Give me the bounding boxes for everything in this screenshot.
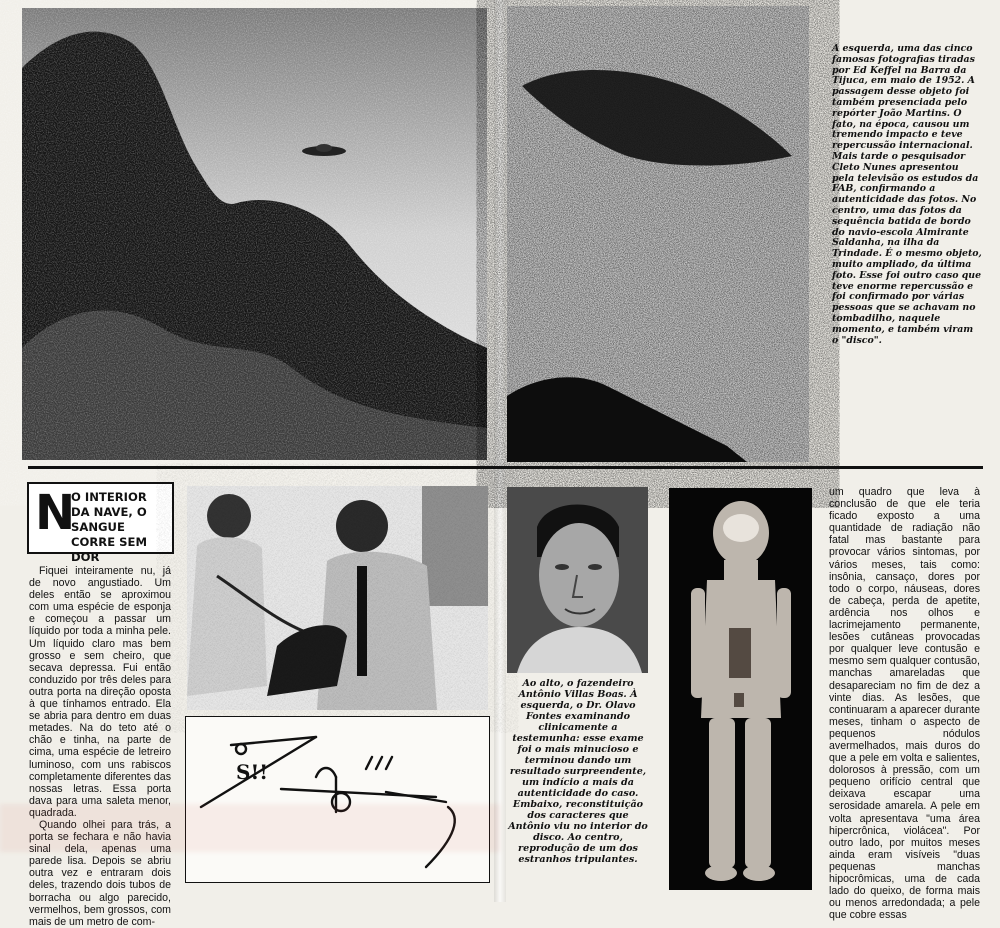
article-paragraph: Fiquei inteiramente nu, já de novo angustiado. Um deles então se aproximou com uma espécie de esponja e começou a passar um líquido por toda a minha pele. Um líquido claro mas bem grosso e sem cheiro, que secava depressa. Fui então conduzido por três deles para outra porta na direção oposta à que tínhamos entrado. Ela se abria para dentro em duas metades. Na do teto até o chão e tinha, na parte de cima, uma espécie de letreiro luminoso, com uns rabiscos completamente diferentes das nossas letras. Essa porta dava para uma saleta menor, quadrada.	[29, 565, 171, 819]
alien-symbols-drawing	[186, 717, 489, 882]
mountain-photo-image	[22, 8, 487, 460]
photo-ufo-over-mountain	[22, 8, 487, 460]
middle-photo-caption: Ao alto, o fazendeiro Antônio Villas Boas. À esquerda, o Dr. Olavo Fontes examinando clinicamente a testemunha: esse exame foi o mais minucioso e terminou dando um resultado surpreendente, um indício a mais da autenticidade do caso. Embaixo, reconstituição dos caracteres que Antônio viu no interior do disco. Ao centro, reprodução de um dos estranhos tripulantes.	[508, 678, 648, 865]
symbol-label: S!!	[236, 760, 269, 784]
article-paragraph: Quando olhei para trás, a porta se fechara e não havia sinal dela, apenas uma parede lisa. Depois se abriu outra vez e entraram dois deles, trazendo dois tubos de borracha ou algo parecido, vermelhos, bem grossos, com mais de um metro de com-	[29, 818, 171, 928]
disc-photo-image	[507, 6, 809, 462]
photo-disc-closeup	[507, 6, 809, 462]
article-headline-box	[27, 482, 174, 564]
photo-alien-crew-figure	[669, 488, 812, 890]
alien-symbols-box	[185, 716, 490, 883]
article-left-column	[29, 565, 171, 928]
photo-portrait-farmer	[507, 487, 648, 673]
photo-medical-exam	[187, 486, 488, 710]
portrait-photo-image	[507, 487, 648, 673]
article-right-column	[829, 486, 980, 922]
alien-figure-image	[669, 488, 812, 890]
headline-text: O INTERIOR DA NAVE, O SANGUE CORRE SEM DOR	[71, 490, 147, 564]
page-gutter	[494, 0, 506, 902]
top-photo-caption: A esquerda, uma das cinco famosas fotografias tiradas por Ed Keffel na Barra da Tijuca, em maio de 1952. A passagem desse objeto foi também presenciada pelo repórter João Martins. O fato, na época, causou um tremendo impacto e teve repercussão internacional. Mais tarde o pesquisador Cleto Nunes apresentou pela televisão os estudos da FAB, confirmando a autenticidade das fotos. No centro, uma das fotos da sequência batida de bordo do navio-escola Almirante Saldanha, na ilha da Trindade. É o mesmo objeto, muito ampliado, da última foto. Esse foi outro caso que teve enorme repercussão e foi confirmado por várias pessoas que se achavam no tombadilho, naquele momento, e também viram o "disco".	[832, 43, 982, 346]
headline-drop-letter: N	[35, 485, 76, 541]
section-divider	[28, 466, 983, 469]
exam-photo-image	[187, 486, 488, 710]
article-paragraph: um quadro que leva à conclusão de que ele teria ficado exposto a uma quantidade de radiação não fatal mas bastante para provocar vários sintomas, por vários meses, tais como: insônia, cansaço, dores por todo o corpo, náuseas, dores de cabeça, perda de apetite, ardência nos olhos e lacrimejamento permanente, lesões cutâneas provocadas por qualquer leve contusão e mesmo sem qualquer contusão, manchas amareladas que desapareciam no fim de dez a vinte dias. As lesões, que continuaram a aparecer durante meses, tinham o aspecto de pequenos nódulos avermelhados, mais duros do que a pele em volta e salientes, dolorosos à pressão, com um pequeno orifício central que deixava escapar uma serosidade amarela. A pele em volta apresentava "uma área hipercrônica, violácea". Por outro lado, por muitos meses ainda eram visíveis "duas pequenas manchas hipocrômicas, uma de cada lado do queixo, de forma mais ou menos arredondada; a pele que cobre essas	[829, 486, 980, 922]
